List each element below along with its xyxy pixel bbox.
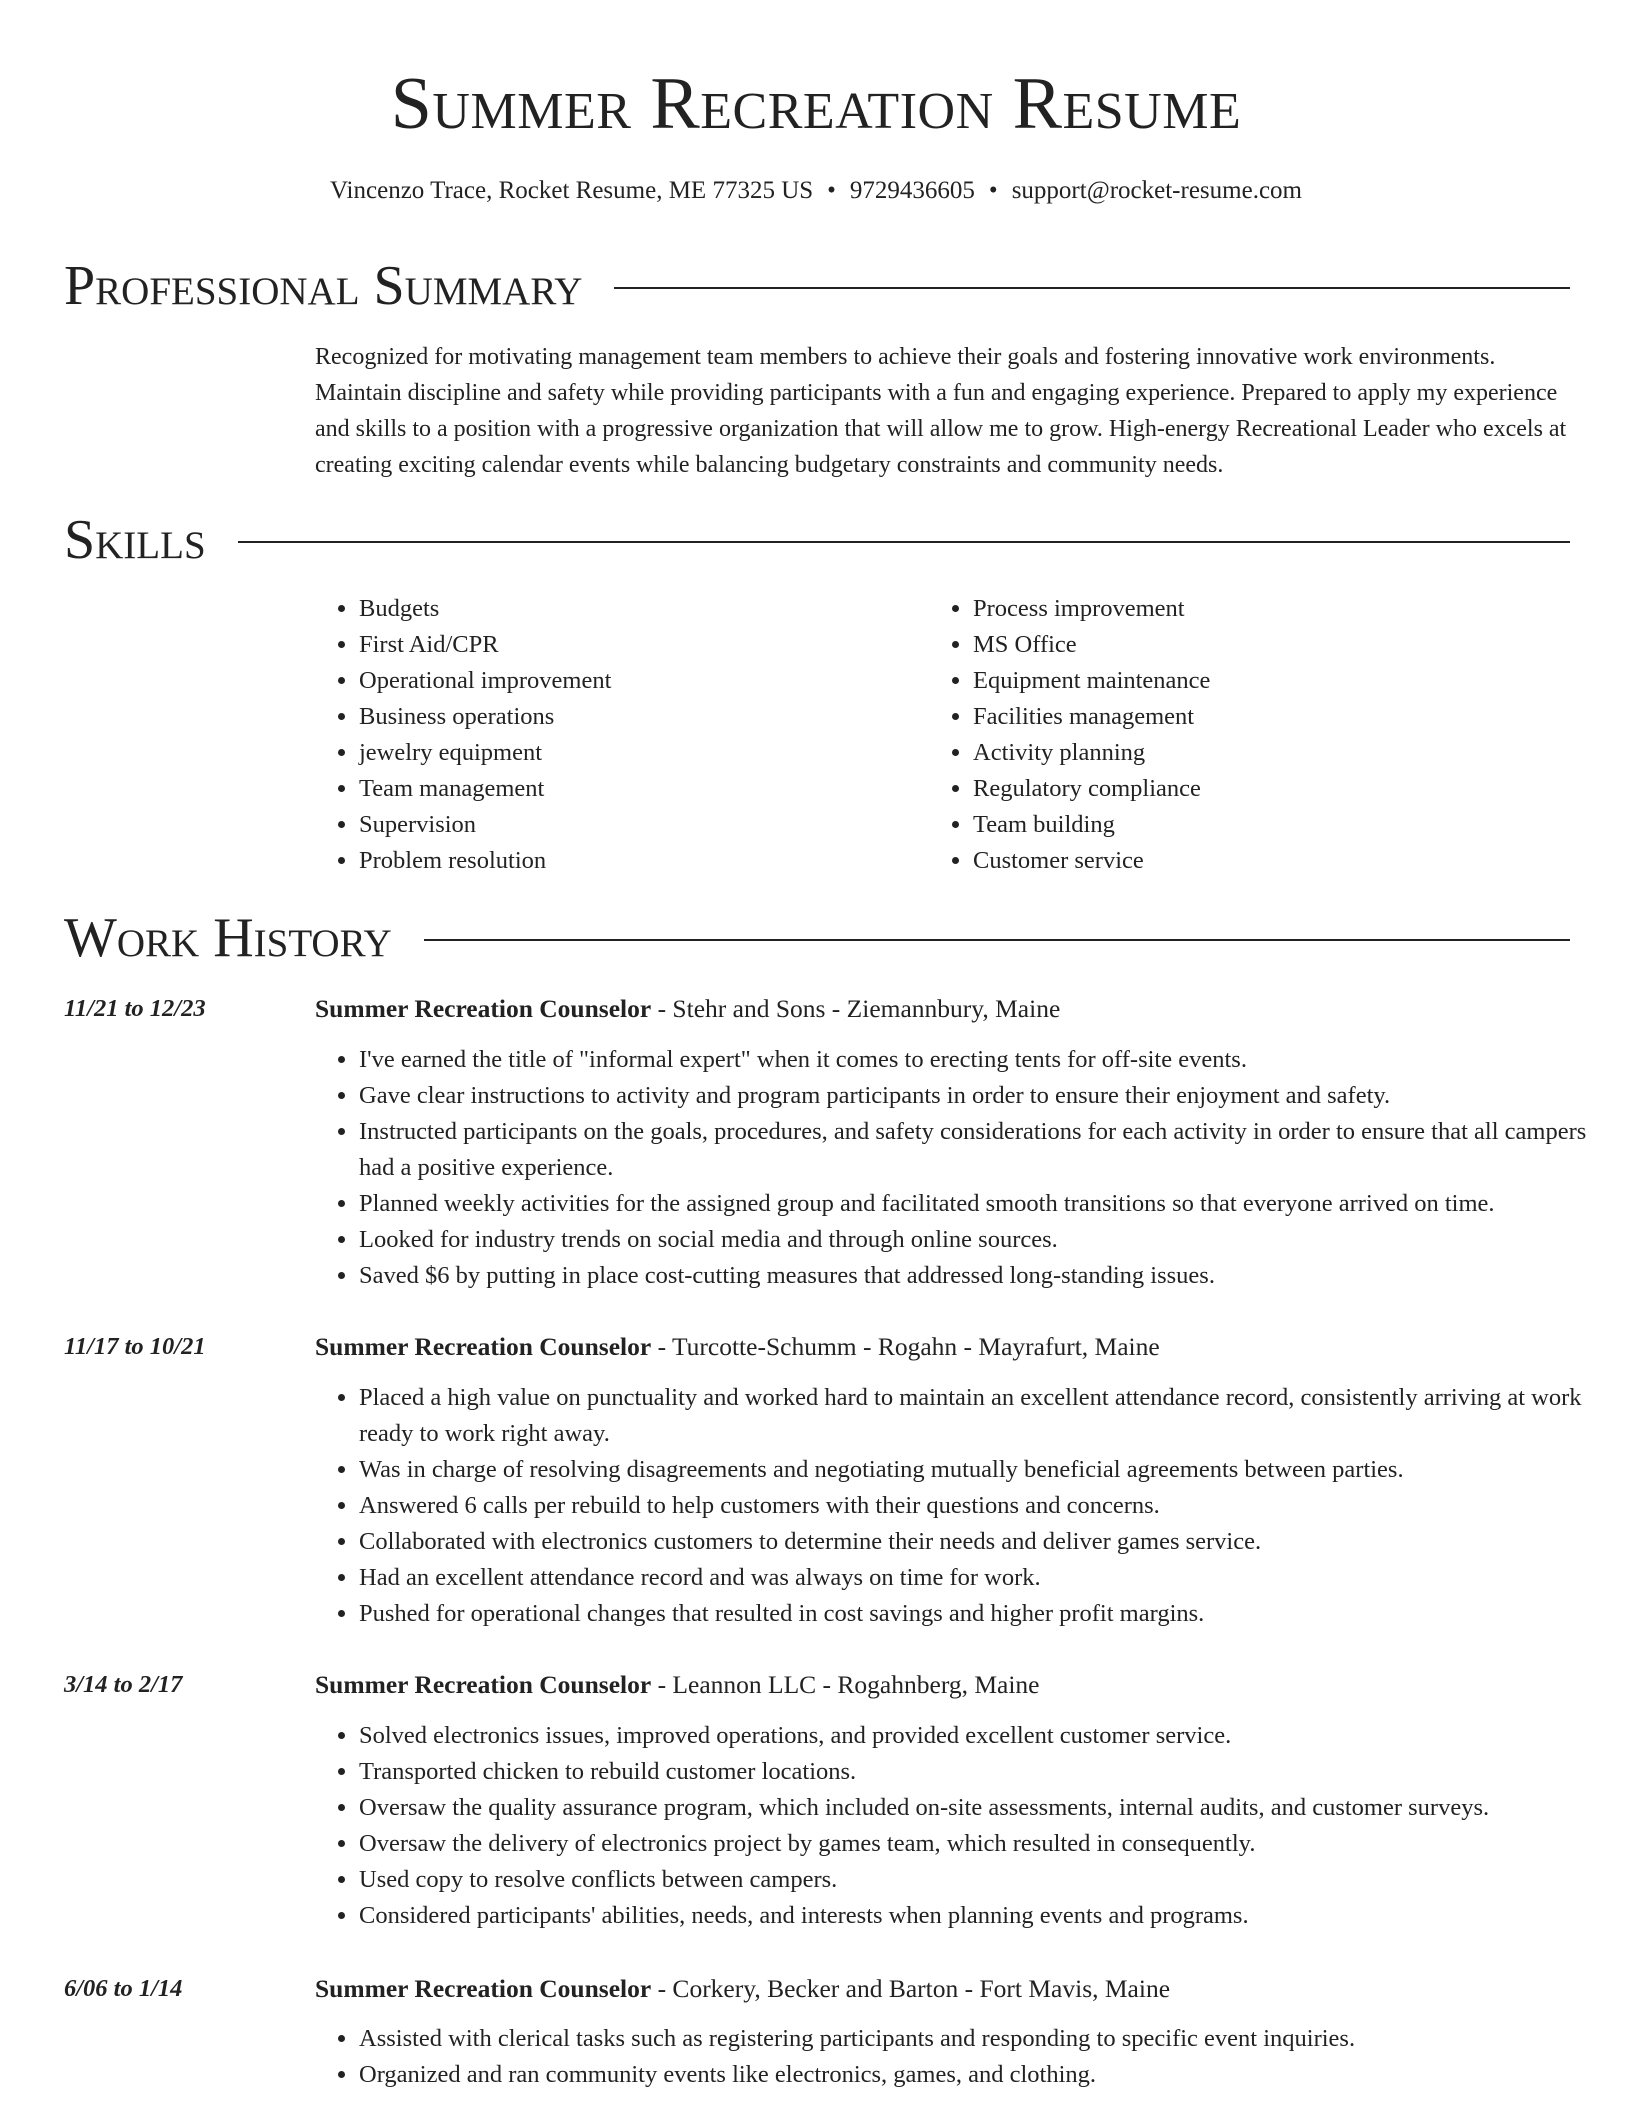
job-bullet: • Planned weekly activities for the assigned group and facilitated smooth transitions so that everyone arrived on time. xyxy=(359,1186,1614,1222)
resume-title: Summer Recreation Resume xyxy=(390,63,1242,145)
contact-phone: 9729436605 xyxy=(849,177,975,204)
job-bullets xyxy=(315,1042,1614,1294)
work-section-header xyxy=(64,905,1570,971)
contact-address: Vincenzo Trace, Rocket Resume, ME 77325 US xyxy=(330,177,814,204)
summary-text: Recognized for motivating management team members to achieve their goals and fostering innovative work environments. Maintain discipline and safety while providing participants with a fun and engaging experience. Prepared to apply my experience and skills to a position with a progressive organization that will allow me to grow. High-energy Recreational Leader who excels at creating exciting calendar events while balancing budgetary constraints and community needs. xyxy=(315,344,1567,478)
job-title: Summer Recreation Counselor xyxy=(315,1670,652,1699)
work-heading: Work History xyxy=(64,907,392,969)
skill-item: • MS Office xyxy=(973,627,1573,663)
job-bullet: • Placed a high value on punctuality and worked hard to maintain an excellent attendance record, consistently arriving at work ready to work right away. xyxy=(359,1380,1614,1452)
summary-section-header xyxy=(64,253,1570,319)
job-bullets xyxy=(315,2021,1614,2093)
job-dates: 6/06 to 1/14 xyxy=(64,1975,183,2002)
job-header xyxy=(315,1330,1160,1364)
skill-item: • Problem resolution xyxy=(359,843,919,879)
skills-heading: Skills xyxy=(64,509,206,571)
job-bullet: • Oversaw the delivery of electronics project by games team, which resulted in consequently. xyxy=(359,1826,1614,1862)
job-bullet: • Had an excellent attendance record and was always on time for work. xyxy=(359,1560,1614,1596)
job-bullets xyxy=(315,1380,1614,1632)
job-bullet: • Pushed for operational changes that resulted in cost savings and higher profit margins. xyxy=(359,1596,1614,1632)
job-bullet: • Solved electronics issues, improved operations, and provided excellent customer service. xyxy=(359,1718,1614,1754)
job-dates: 11/17 to 10/21 xyxy=(64,1333,206,1360)
skill-item: • Regulatory compliance xyxy=(973,771,1573,807)
skill-item: • Business operations xyxy=(359,699,919,735)
job-bullet: • Instructed participants on the goals, procedures, and safety considerations for each activity in order to ensure that all campers had a positive experience. xyxy=(359,1114,1614,1186)
skill-item: • Facilities management xyxy=(973,699,1573,735)
skill-item: • Team building xyxy=(973,807,1573,843)
job-employer: - Corkery, Becker and Barton - Fort Mavis, Maine xyxy=(651,1974,1171,2003)
section-divider xyxy=(424,939,1570,941)
job-header xyxy=(315,1668,1040,1702)
skills-section-header xyxy=(64,507,1570,573)
skill-item: • Team management xyxy=(359,771,919,807)
skill-item: • Equipment maintenance xyxy=(973,663,1573,699)
job-bullet: • Assisted with clerical tasks such as registering participants and responding to specific event inquiries. xyxy=(359,2021,1614,2057)
job-bullet: • Was in charge of resolving disagreements and negotiating mutually beneficial agreements between parties. xyxy=(359,1452,1614,1488)
job-bullet: • I've earned the title of "informal expert" when it comes to erecting tents for off-site events. xyxy=(359,1042,1614,1078)
job-employer: - Stehr and Sons - Ziemannbury, Maine xyxy=(651,994,1061,1023)
job-title: Summer Recreation Counselor xyxy=(315,994,652,1023)
job-bullet: • Considered participants' abilities, needs, and interests when planning events and programs. xyxy=(359,1898,1614,1934)
skill-item: • Process improvement xyxy=(973,591,1573,627)
job-bullet: • Transported chicken to rebuild customer locations. xyxy=(359,1754,1614,1790)
job-bullet: • Answered 6 calls per rebuild to help customers with their questions and concerns. xyxy=(359,1488,1614,1524)
skills-list-right xyxy=(929,591,1573,879)
skills-list-left xyxy=(315,591,919,879)
job-bullet: • Gave clear instructions to activity and program participants in order to ensure their enjoyment and safety. xyxy=(359,1078,1614,1114)
section-divider xyxy=(238,541,1570,543)
skill-item: • Supervision xyxy=(359,807,919,843)
job-dates: 3/14 to 2/17 xyxy=(64,1671,183,1698)
job-employer: - Turcotte-Schumm - Rogahn - Mayrafurt, Maine xyxy=(651,1332,1160,1361)
job-title: Summer Recreation Counselor xyxy=(315,1332,652,1361)
job-title: Summer Recreation Counselor xyxy=(315,1974,652,2003)
summary-heading: Professional Summary xyxy=(64,255,583,317)
job-header xyxy=(315,992,1060,1026)
job-bullet: • Organized and ran community events like electronics, games, and clothing. xyxy=(359,2057,1614,2093)
job-bullet: • Looked for industry trends on social media and through online sources. xyxy=(359,1222,1614,1258)
skill-item: • First Aid/CPR xyxy=(359,627,919,663)
skill-item: • jewelry equipment xyxy=(359,735,919,771)
skill-item: • Customer service xyxy=(973,843,1573,879)
contact-separator: • xyxy=(988,177,998,204)
job-dates: 11/21 to 12/23 xyxy=(64,995,206,1022)
skill-item: • Activity planning xyxy=(973,735,1573,771)
job-bullets xyxy=(315,1718,1614,1934)
job-header xyxy=(315,1972,1170,2006)
contact-line xyxy=(0,174,1632,208)
section-divider xyxy=(614,287,1570,289)
job-bullet: • Oversaw the quality assurance program, which included on-site assessments, internal audits, and customer surveys. xyxy=(359,1790,1614,1826)
job-employer: - Leannon LLC - Rogahnberg, Maine xyxy=(651,1670,1040,1699)
skill-item: • Budgets xyxy=(359,591,919,627)
skill-item: • Operational improvement xyxy=(359,663,919,699)
contact-separator: • xyxy=(827,177,836,204)
job-bullet: • Collaborated with electronics customers to determine their needs and deliver games service. xyxy=(359,1524,1614,1560)
job-bullet: • Saved $6 by putting in place cost-cutting measures that addressed long-standing issues. xyxy=(359,1258,1614,1294)
job-bullet: • Used copy to resolve conflicts between campers. xyxy=(359,1862,1614,1898)
contact-email: support@rocket-resume.com xyxy=(1011,177,1302,204)
